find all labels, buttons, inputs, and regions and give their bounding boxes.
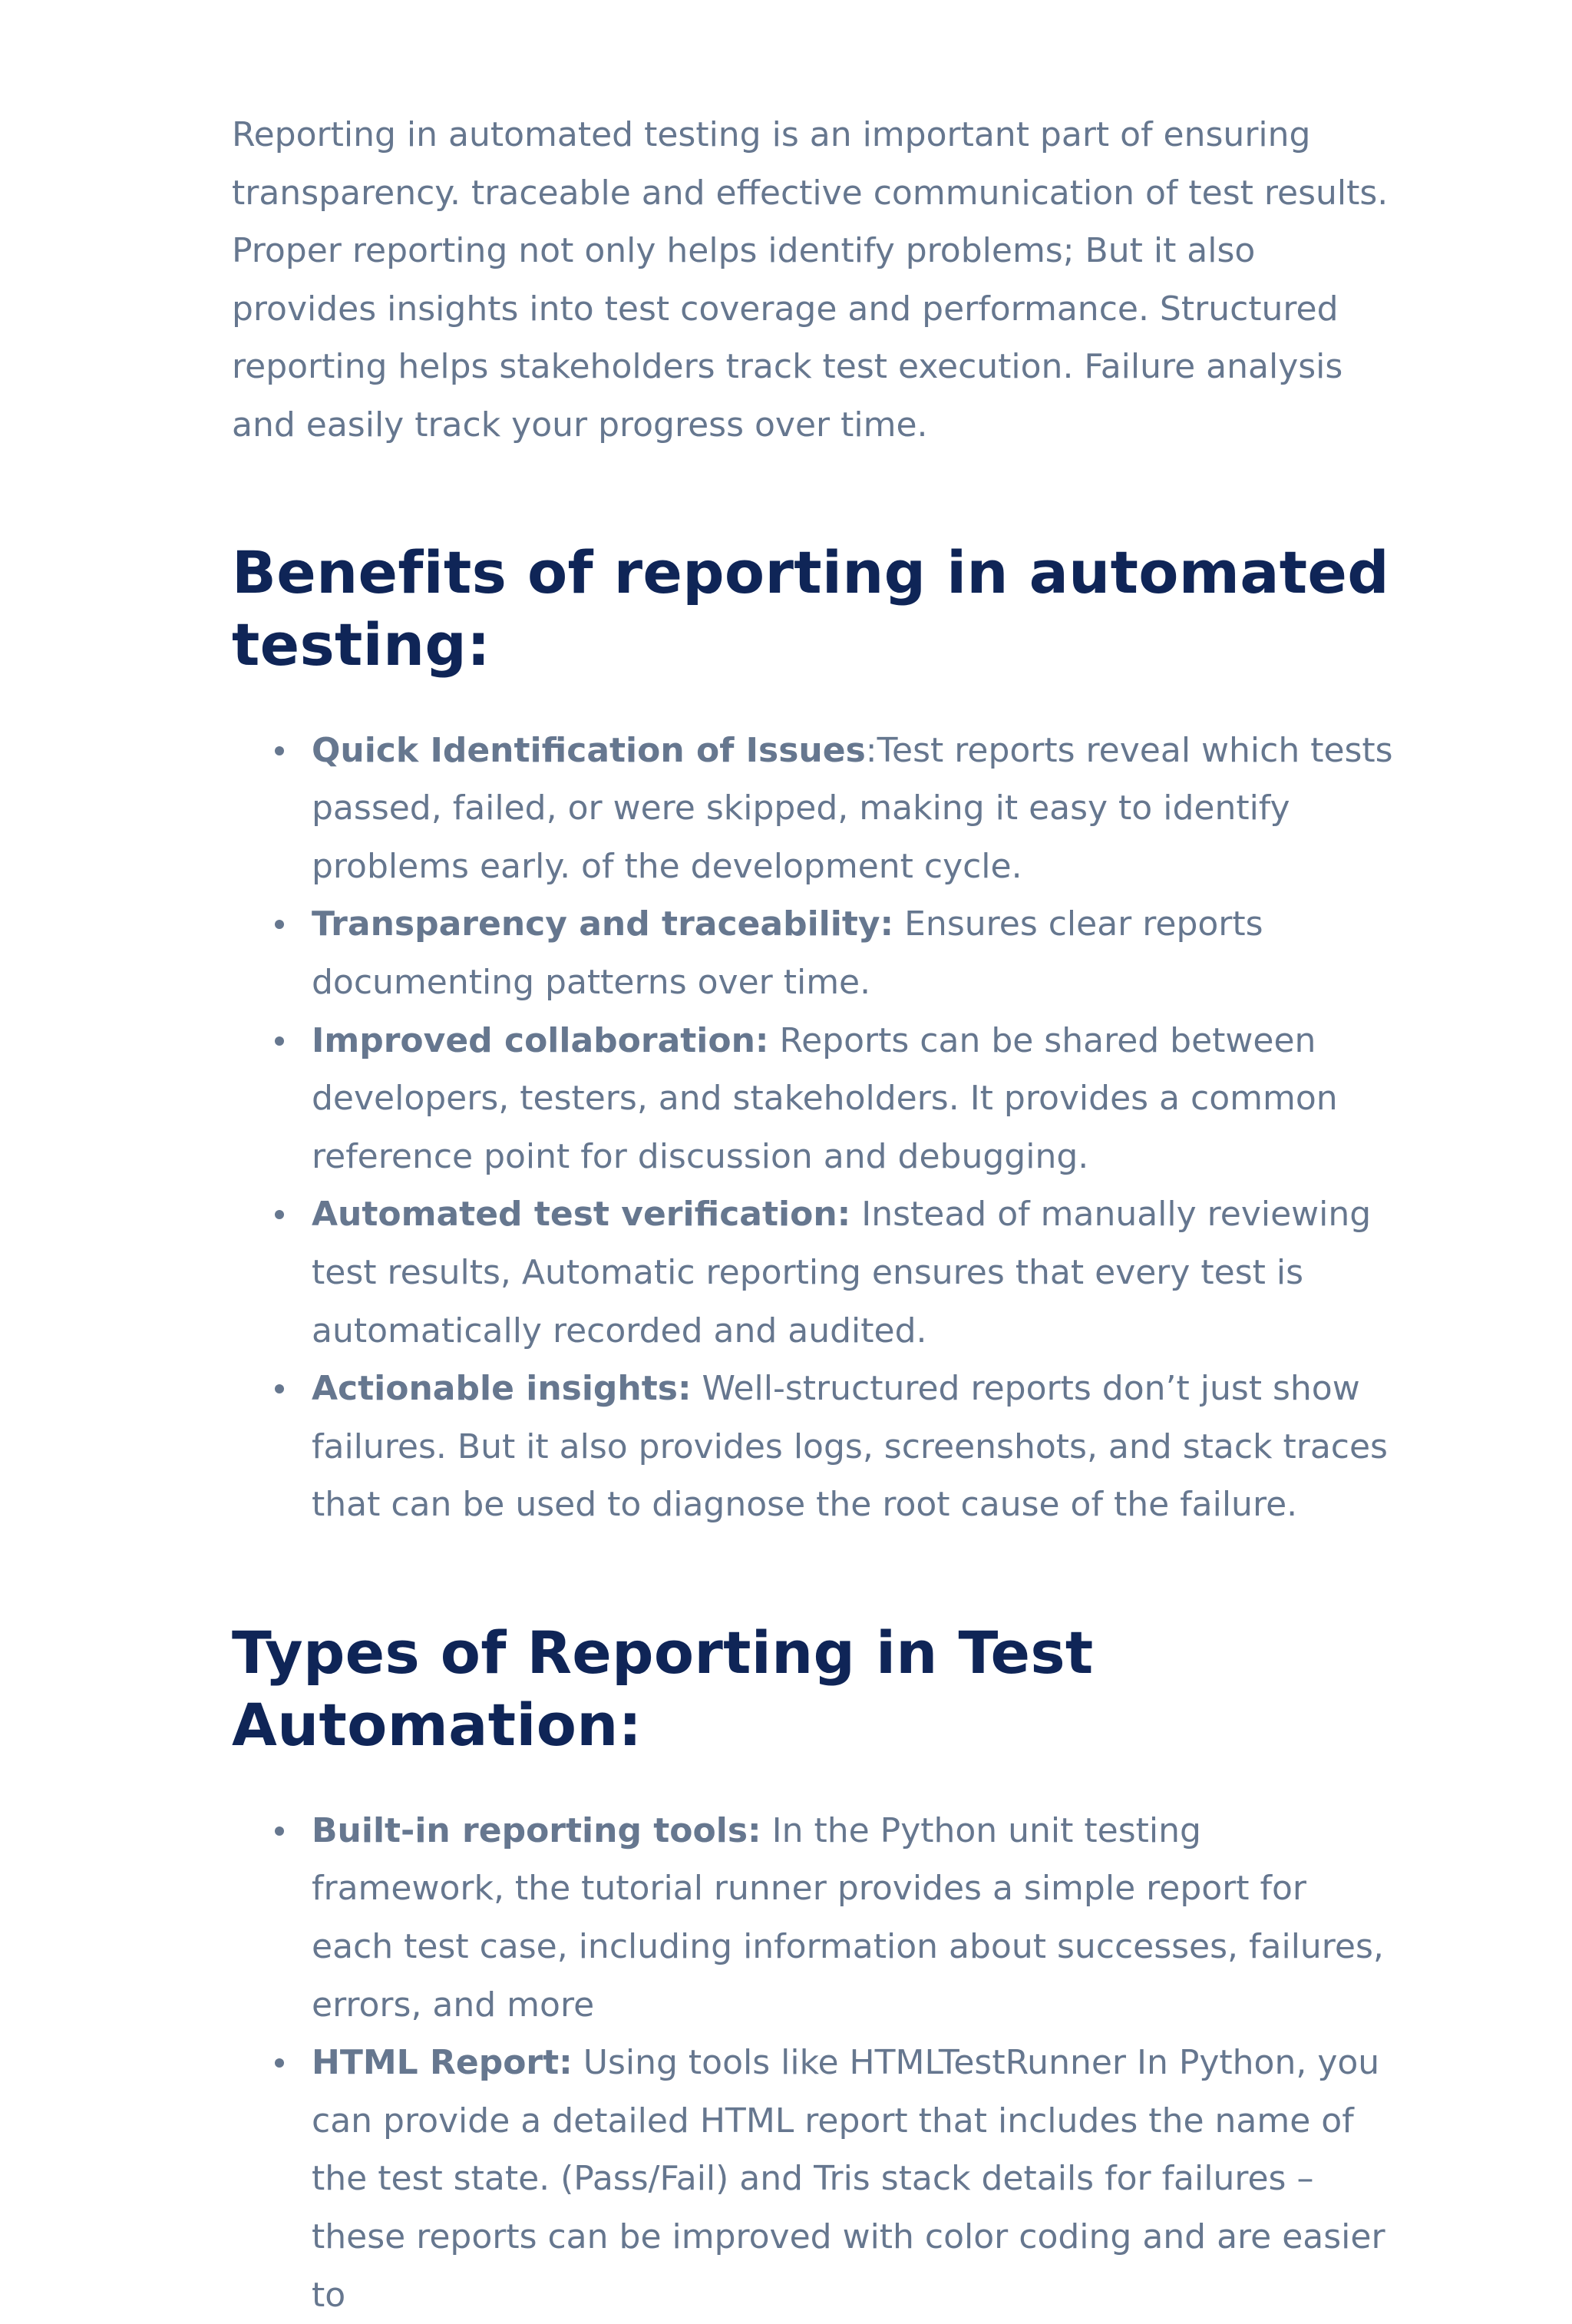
list-item-text: Reports can be shared between developers, testers, and stakeholders. It provides a common reference point for discussion and debugging.: [312, 1020, 1338, 1176]
list-item-text: Well-structured reports don’t just show failures. But it also provides logs, screenshots, and stack traces that can be used to diagnose the root cause of the failure.: [312, 1369, 1388, 1525]
list-item-text: Using tools like HTMLTestRunner In Python, you can provide a detailed HTML report that includes the name of the test state. (Pass/Fail) and Tris stack details for failures – these reports can be improved with color coding and are easier to: [312, 2043, 1385, 2315]
list-item-text: Ensures clear reports documenting patterns over time.: [312, 904, 1263, 1002]
list-item-title: Improved collaboration:: [312, 1020, 769, 1060]
list-item-text: In the Python unit testing framework, the tutorial runner provides a simple report for each test case, including information about successes, failures, errors, and more: [312, 1810, 1384, 2025]
benefits-list: [232, 722, 1399, 1534]
bullet-icon: [275, 1384, 284, 1393]
types-list: [232, 1802, 1399, 2324]
list-item: [312, 722, 1399, 896]
list-item-title: Automated test verification:: [312, 1195, 851, 1235]
bullet-icon: [275, 2058, 284, 2068]
benefits-heading: Benefits of reporting in automated testing:: [232, 537, 1389, 679]
types-heading: Types of Reporting in Test Automation:: [232, 1618, 1094, 1759]
list-item: [312, 2034, 1399, 2324]
list-item: [312, 1185, 1399, 1360]
list-item-title: Actionable insights:: [312, 1369, 692, 1409]
list-item-text: Instead of manually reviewing test results, Automatic reporting ensures that every test is automatically recorded and audited.: [312, 1195, 1372, 1350]
bullet-icon: [275, 1036, 284, 1046]
list-item-text: :Test reports reveal which tests passed, failed, or were skipped, making it easy to identify problems early. of the development cycle.: [312, 730, 1393, 886]
list-item-title: Transparency and traceability:: [312, 904, 894, 944]
list-item-title: Built-in reporting tools:: [312, 1810, 761, 1850]
intro-paragraph: Reporting in automated testing is an important part of ensuring transparency. traceable and effective communication of test results. Proper reporting not only helps identify problems; But it also provides insights into test coverage and performance. Structured reporting helps stakeholders track test execution. Failure analysis and easily track your progress over time.: [232, 115, 1389, 445]
list-item: [312, 1012, 1399, 1186]
bullet-icon: [275, 1826, 284, 1836]
list-item: [312, 1360, 1399, 1534]
bullet-icon: [275, 920, 284, 929]
article-content: [232, 106, 1399, 2324]
list-item: [312, 1802, 1399, 2034]
bullet-icon: [275, 1210, 284, 1219]
list-item-title: Quick Identification of Issues: [312, 730, 866, 770]
list-item: [312, 895, 1399, 1011]
bullet-icon: [275, 746, 284, 755]
list-item-title: HTML Report:: [312, 2043, 573, 2083]
